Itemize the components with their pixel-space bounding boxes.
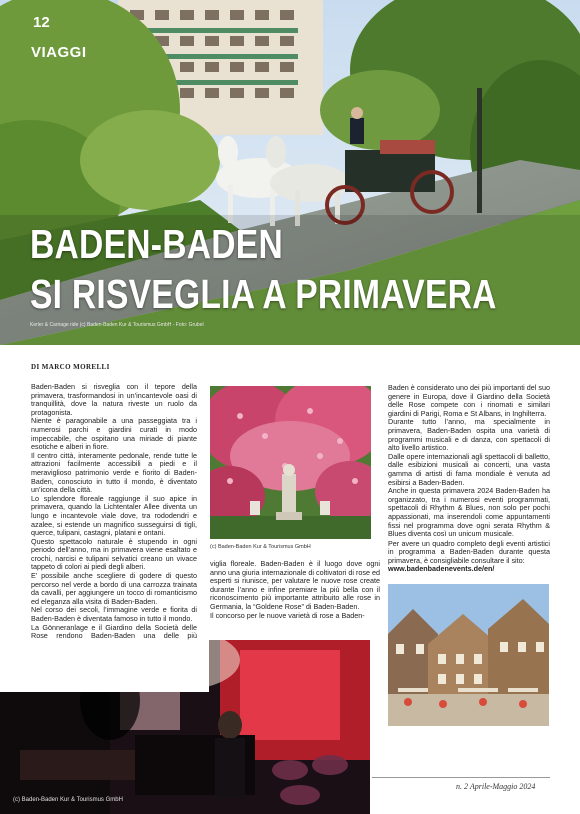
text-overlay-panel bbox=[0, 640, 209, 692]
hero-photo bbox=[0, 0, 580, 345]
paragraph: Anche in questa primavera 2024 Baden-Baden ha organizzato, tra i numerosi eventi programmati, spettacoli di Rhythm & Blues, non solo per pochi appassionati, ma inserendoli come appuntamenti fissi nel programma dove ogni serata Rhythm & Blues diventa così un unicum musicale. bbox=[388, 486, 550, 539]
paragraph: Questo spettacolo naturale è stupendo in ogni periodo dell’anno, ma in primavera viene esaltato e crochi, narcisi e tulipani selvatici creano un vivace tappeto di colori ai piedi degli alberi. bbox=[31, 536, 197, 572]
paragraph: Lo splendore floreale raggiunge il suo apice in primavera, quando la Lichtentaler Allee diventa un lungo e incantevole viale dove, tra rododendri e azalee, si estende un magnifico susseguirsi di tigli, querce, tulipani, castagni, platani e ontani. bbox=[31, 493, 197, 538]
section-label: VIAGGI bbox=[31, 44, 87, 61]
article-column-2 bbox=[210, 560, 380, 620]
paragraph: Il centro città, interamente pedonale, rende tutte le attrazioni facilmente accessibili a piedi e il meraviglioso patrimonio verde e fiorito di Baden-Baden, conosciuto in tutto il mondo, è diventato un’icona della città. bbox=[31, 450, 197, 495]
events-website-link[interactable]: www.badenbadenevents.de/en/ bbox=[388, 564, 495, 574]
footer-divider bbox=[372, 777, 550, 778]
paragraph: Baden-Baden si risveglia con il tepore della primavera, trasformandosi in un’incantevole oasi di tranquillità, dove la natura riveste un ruolo da protagonista. bbox=[31, 382, 197, 417]
issue-footer: n. 2 Aprile-Maggio 2024 bbox=[456, 782, 536, 791]
paragraph: Niente è paragonabile a una passeggiata tra i numerosi parchi e giardini curati in modo impeccabile, che ospitano una miriade di piante esotiche e alberi in fiore. bbox=[31, 416, 197, 452]
article-column-1 bbox=[31, 383, 197, 684]
paragraph: Il concorso per le nuove varietà di rose a Baden- bbox=[210, 610, 365, 620]
headline-line-2: SI RISVEGLIA A PRIMAVERA bbox=[30, 271, 497, 317]
paragraph: Per avere un quadro completo degli eventi artistici in programma a Baden-Baden durante questa primavera, è consigliabile consultare il sito: bbox=[388, 538, 550, 565]
hero-photo-credit: Kerler & Carriage ride (c) Baden-Baden Kur & Tourismus GmbH - Foto: Grubel bbox=[30, 322, 204, 328]
paragraph: E’ possibile anche scegliere di godere di questo percorso nel verde a bordo di una carrozza trainata da cavalli, per aggiungere un tocco di romanticismo ed eleganza alla visita di Baden-Baden. bbox=[31, 571, 197, 606]
old-town-square-photo bbox=[388, 584, 549, 726]
rose-photo-credit: (c) Baden-Baden Kur & Tourismus GmbH bbox=[210, 544, 311, 550]
paragraph: Dalle opere internazionali agli spettacoli di balletto, dalle esibizioni musicali ai concerti, una vasta gamma di artisti di fama mondiale è venuta ad esibirsi a Baden-Baden. bbox=[388, 451, 550, 487]
issue-number: 12 bbox=[33, 14, 50, 31]
paragraph: Nel corso dei secoli, l’immagine verde e fiorita di Baden-Baden è diventata famoso in tutto il mondo. bbox=[31, 605, 197, 624]
article-column-3 bbox=[388, 384, 550, 574]
paragraph: Durante tutto l’anno, ma specialmente in primavera, Baden-Baden ospita una varietà di programmi musicali e di danza, con spettacoli di alto livello artistico. bbox=[388, 417, 550, 453]
headline-line-1: BADEN-BADEN bbox=[30, 221, 283, 267]
paragraph: La Gönneranlage e il Giardino della Società delle Rose rendono Baden-Baden una delle più bbox=[31, 622, 197, 641]
paragraph: Baden è considerato uno dei più importanti del suo genere in Europa, dove il Giardino della Società delle Rose compete con i rinomati e similari giardini di Parigi, Roma e St Albans, in Inghilterra. bbox=[388, 383, 550, 418]
article-author: DI MARCO MORELLI bbox=[31, 363, 110, 371]
rose-garden-photo bbox=[210, 386, 371, 539]
paragraph: viglia floreale. Baden-Baden è il luogo dove ogni anno una giuria internazionale di coltivatori di rose ed esperti si riunisce, per valutare le nuove rose create durante l’anno e infine premiare la più bella con il riconoscimento più importante attribuito alle rose in Germania, la “Goldene Rose” di Baden-Baden. bbox=[210, 559, 380, 611]
concert-photo-credit: (c) Baden-Baden Kur & Tourismus GmbH bbox=[13, 797, 123, 803]
